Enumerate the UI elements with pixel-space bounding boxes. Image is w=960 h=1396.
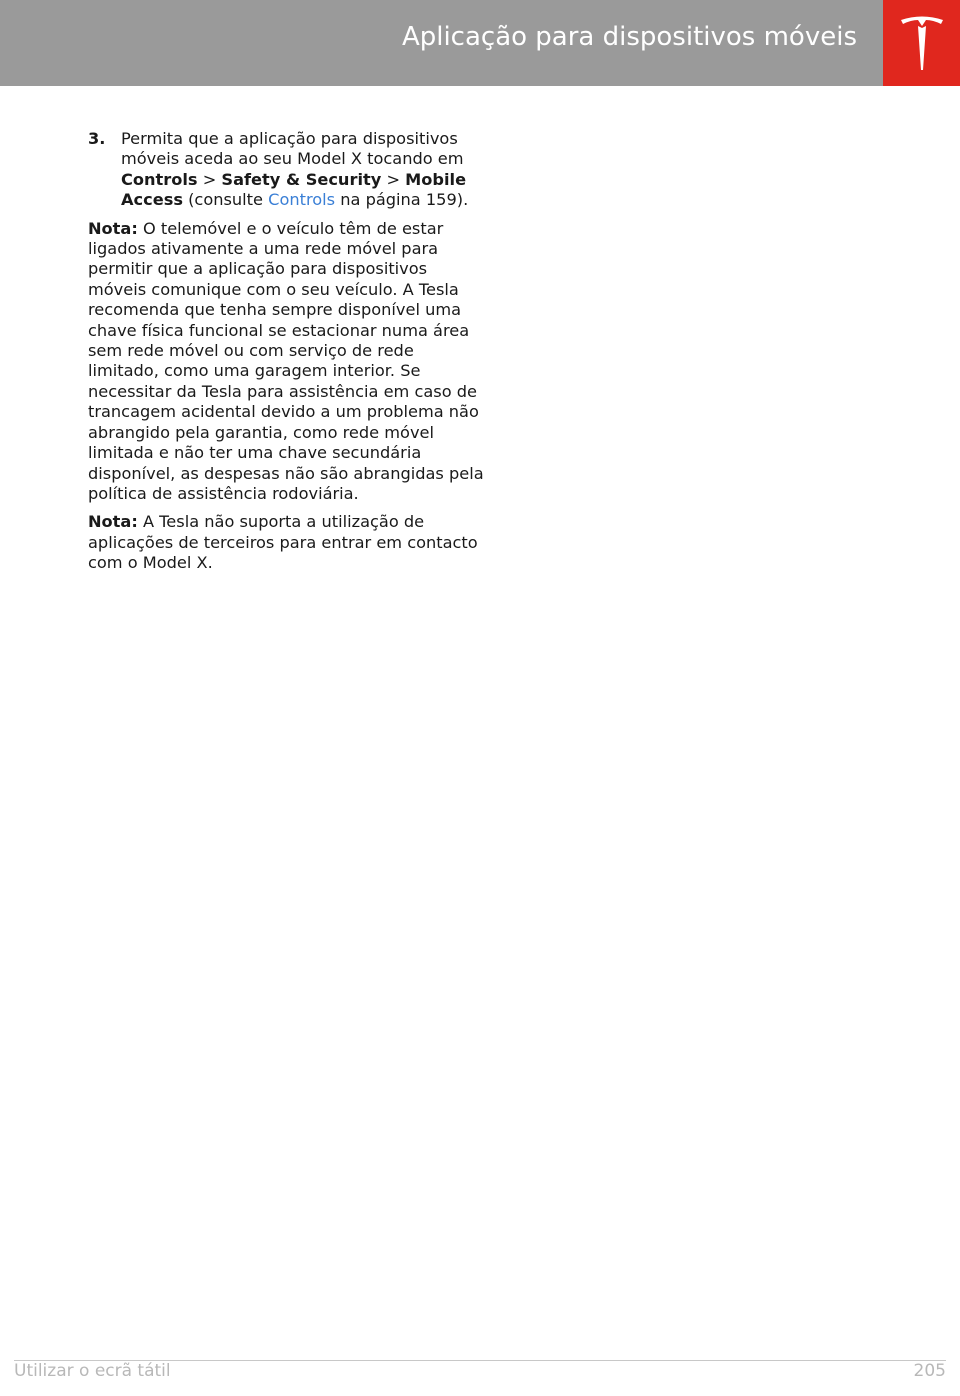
step-text-part: Permita que a aplicação para dispositivos móveis aceda ao seu Model X tocando em: [121, 129, 464, 169]
page-number: 205: [913, 1361, 946, 1381]
page-title: Aplicação para dispositivos móveis: [401, 22, 857, 52]
header-bar: [0, 0, 883, 86]
note-text: O telemóvel e o veículo têm de estar ligados ativamente a uma rede móvel para permitir que a aplicação para dispositivos móveis comunique com o seu veículo. A Tesla recomenda que tenha sempre disponível uma chave física funcional se estacionar numa área sem rede móvel ou com serviço de rede limitado, como uma garagem interior. Se necessitar da Tesla para assistência em caso de trancagem acidental devido a um problema não abrangido pela garantia, como rede móvel limitada e não ter uma chave secundária disponível, as despesas não são abrangidas pela política de assistência rodoviária.: [88, 218, 484, 503]
note-label: Nota:: [88, 218, 138, 238]
note-paragraph: [88, 512, 488, 573]
step-text-part: (consulte: [182, 190, 269, 210]
note-text: A Tesla não suporta a utilização de aplicações de terceiros para entrar em contacto com o Model X.: [88, 512, 478, 573]
step-item: [88, 129, 488, 211]
menu-path-safety-security: Safety & Security: [221, 169, 382, 189]
menu-path-controls: Controls: [121, 169, 198, 189]
path-separator: >: [381, 169, 406, 189]
footer-section-title: Utilizar o ecrã tátil: [14, 1361, 171, 1381]
logo-box: [883, 0, 960, 86]
controls-link[interactable]: Controls: [268, 190, 336, 210]
step-number: 3.: [88, 129, 106, 148]
path-separator: >: [197, 169, 222, 189]
menu-path-mobile-access: Mobile Access: [121, 169, 467, 210]
tesla-logo-icon: [899, 14, 945, 72]
step-text-part: na página 159).: [335, 190, 469, 210]
content-column: [88, 129, 488, 582]
step-text: [121, 129, 488, 211]
note-label: Nota:: [88, 512, 138, 532]
note-paragraph: [88, 219, 488, 505]
